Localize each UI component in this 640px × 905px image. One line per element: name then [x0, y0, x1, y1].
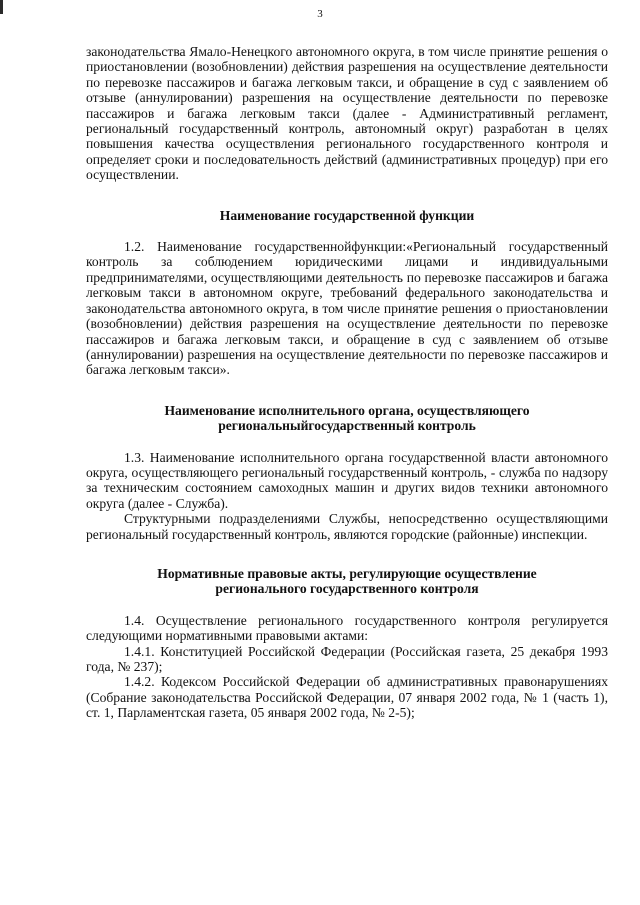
heading-line: региональныйгосударственный контроль [218, 418, 476, 434]
section-heading-legal-acts [86, 566, 608, 597]
paragraph-structural-units: Структурными подразделениями Службы, непосредственно осуществляющими региональный государственный контроль, являются городские (районные) инспекции. [86, 511, 608, 542]
intro-paragraph: законодательства Ямало-Ненецкого автономного округа, в том числе принятие решения о приостановлении (возобновлении) действия разрешения на осуществление деятельности по перевозке пассажиров и багажа легковым такси, и обращение в суд с заявлением об отзыве (аннулировании) разрешения на осуществление деятельности по перевозке пассажиров и багажа легковым такси (далее - Административный регламент, региональный государственный контроль, автономный округ) разработан в целях повышения качества осуществления регионального государственного контроля и определяет сроки и последовательность действий (административных процедур) при его осуществлении. [86, 44, 608, 183]
heading-line: регионального государственного контроля [215, 581, 479, 597]
paragraph-1-3: 1.3. Наименование исполнительного органа государственной власти автономного округа, осуществляющего региональный государственный контроль, - служба по надзору за техническим состоянием самоходных машин и других видов техники автономного округа (далее - Служба). [86, 449, 608, 511]
paragraph-1-4: 1.4. Осуществление регионального государственного контроля регулируется следующими нормативными правовыми актами: [86, 612, 608, 644]
heading-line: Наименование исполнительного органа, осуществляющего [164, 402, 530, 418]
section-heading-executive-body [86, 403, 608, 434]
paragraph-1-4-1: 1.4.1. Конституцией Российской Федерации (Российская газета, 25 декабря 1993 года, № 237); [86, 643, 608, 674]
document-body [86, 44, 608, 721]
section-heading-function: Наименование государственной функции [219, 207, 475, 223]
paragraph-1-2: 1.2. Наименование государственнойфункции:«Региональный государственный контроль за соблюдением юридическими лицами и индивидуальными предпринимателями, осуществляющими деятельность по перевозке пассажиров и багажа легковым такси в автономном округе, требований федерального законодательства и законодательства автономного округа, в том числе принятие решения о приостановлении (возобновлении) действия разрешения на осуществление деятельности по перевозке пассажиров и багажа легковым такси, и обращение в суд с заявлением об отзыве (аннулировании) разрешения на осуществление деятельности по перевозке пассажиров и багажа легковым такси». [86, 239, 608, 378]
heading-line: Нормативные правовые акты, регулирующие осуществление [157, 565, 537, 581]
paragraph-1-4-2: 1.4.2. Кодексом Российской Федерации об административных правонарушениях (Собрание законодательства Российской Федерации, 07 января 2002 года, № 1 (часть 1), ст. 1, Парламентская газета, 05 января 2002 года, № 2-5); [86, 674, 608, 721]
page-number: 3 [317, 8, 323, 20]
